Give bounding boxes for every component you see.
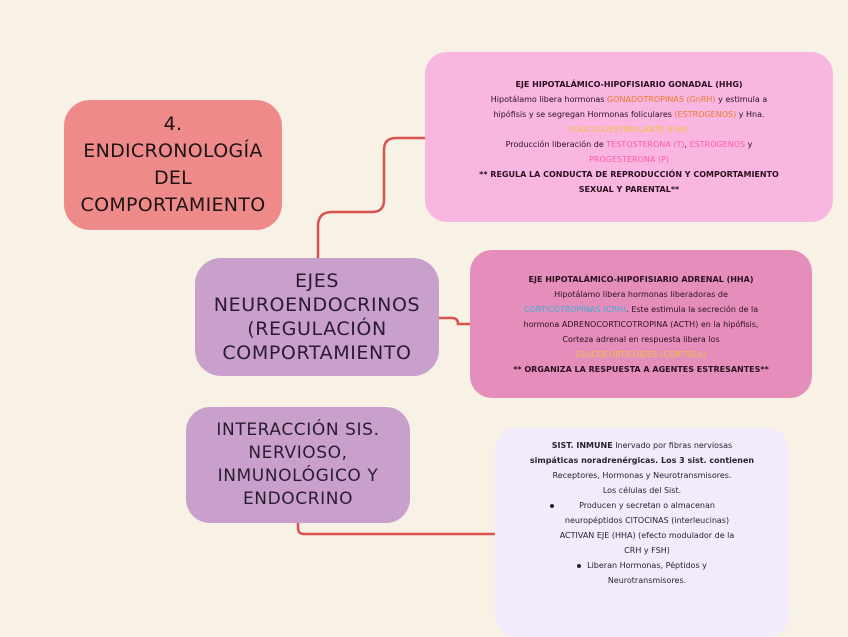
hhg-l5c: , bbox=[684, 140, 690, 149]
hhg-line-6: PROGESTERONA (P) bbox=[589, 155, 669, 164]
hha-box bbox=[470, 250, 812, 398]
hha-line-5: Corteza adrenal en respuesta libera los bbox=[562, 334, 720, 344]
ejes-line-1: EJES bbox=[294, 270, 340, 292]
inter-box-line-1 bbox=[552, 438, 732, 453]
hhg-line-4: FOLICULOESTIMULANTE (FSH) bbox=[568, 125, 690, 134]
hhg-line-5 bbox=[506, 137, 753, 152]
hhg-l2c: y estimula a bbox=[715, 95, 768, 104]
bullet-1-line-2: neuropéptidos CITOCINAS (interleucinas) bbox=[564, 516, 730, 525]
hhg-line-2 bbox=[491, 92, 767, 107]
hhg-l5e: y bbox=[745, 140, 753, 149]
title-line-1: 4. bbox=[163, 113, 183, 135]
inter-l1a: SIST. INMUNE bbox=[551, 441, 613, 450]
hhg-l5b: TESTOSTERONA (T) bbox=[606, 140, 685, 149]
bullet-dot-icon bbox=[577, 564, 581, 568]
ejes-line-2: NEUROENDOCRINOS bbox=[213, 294, 421, 316]
hhg-heading: EJE HIPOTALÁMICO-HIPOFISIARIO GONADAL (HHG) bbox=[515, 80, 743, 89]
inter-box-line-4: Los células del Sist. bbox=[602, 486, 682, 495]
bullet-2-line-1: Liberan Hormonas, Péptidos y bbox=[587, 561, 707, 570]
inter-box-line-3: Receptores, Hormonas y Neurotransmisores. bbox=[552, 471, 732, 480]
hhg-l3b: (ESTROGENOS) bbox=[674, 110, 737, 119]
ejes-line-3: (REGULACIÓN bbox=[247, 318, 387, 340]
title-node bbox=[64, 100, 282, 230]
hhg-l3c: y Hna. bbox=[736, 110, 765, 119]
inter-line-1: INTERACCIÓN SIS. bbox=[216, 420, 380, 440]
bullet-1-line-3: ACTIVAN EJE (HHA) (efecto modulador de la bbox=[559, 531, 735, 540]
hha-heading: EJE HIPOTALÁMICO-HIPOFISIARIO ADRENAL (HHA) bbox=[528, 274, 754, 284]
bullet-1-line-1: Producen y secretan o almacenan bbox=[579, 501, 715, 510]
bullet-1-text bbox=[560, 498, 735, 558]
hhg-box bbox=[425, 52, 833, 222]
bullet-2-line-2: Neurotransmisores. bbox=[607, 576, 687, 585]
hhg-l3a: hipófisis y se segregan Hormonas foliculares bbox=[493, 110, 675, 119]
hhg-l2b: GONADOTROPINAS (GnRH) bbox=[607, 95, 716, 104]
hhg-line-7: ** REGULA LA CONDUCTA DE REPRODUCCIÓN Y COMPORTAMIENTO bbox=[479, 170, 779, 179]
hhg-line-8: SEXUAL Y PARENTAL** bbox=[578, 185, 680, 194]
connector-ejes-to-hhg bbox=[318, 138, 428, 258]
interaccion-box bbox=[495, 428, 789, 637]
title-line-4: COMPORTAMIENTO bbox=[80, 194, 266, 216]
title-line-3: DEL bbox=[153, 167, 193, 189]
ejes-line-4: COMPORTAMIENTO bbox=[222, 342, 412, 364]
bullet-item-1 bbox=[511, 498, 773, 558]
hha-line-6: GLUCOCORTICOIDES (CORTISOL) bbox=[575, 349, 707, 359]
bullet-2-text bbox=[587, 558, 707, 588]
bullet-dot-icon bbox=[550, 504, 554, 508]
inter-line-4: ENDOCRINO bbox=[242, 489, 354, 509]
hha-line-3 bbox=[524, 302, 758, 317]
hha-l3b: . Este estimula la secreción de la bbox=[626, 304, 759, 314]
inter-l1b: Inervado por fibras nerviosas bbox=[612, 441, 733, 450]
hha-line-2: Hipotálamo libera hormonas liberadoras de bbox=[554, 289, 728, 299]
bullet-item-2 bbox=[511, 558, 773, 588]
connector-ejes-to-hha bbox=[439, 318, 470, 324]
title-line-2: ENDICRONOLOGÍA bbox=[83, 140, 263, 162]
hhg-l2a: Hipotálamo libera hormonas bbox=[490, 95, 608, 104]
inter-box-line-2: simpáticas noradrenérgicas. Los 3 sist. contienen bbox=[529, 456, 755, 465]
hhg-l5d: ESTROGENOS bbox=[689, 140, 746, 149]
ejes-neuroendocrinos-node bbox=[195, 258, 439, 376]
hhg-l5a: Producción liberación de bbox=[505, 140, 607, 149]
interaccion-node bbox=[186, 407, 410, 523]
inter-line-2: NERVIOSO, bbox=[248, 443, 348, 463]
bullet-1-line-4: CRH y FSH) bbox=[624, 546, 670, 555]
inter-line-3: INMUNOLÓGICO Y bbox=[217, 466, 379, 486]
hhg-line-3 bbox=[493, 107, 764, 122]
hha-line-4: hormona ADRENOCORTICOTROPINA (ACTH) en la hipófisis, bbox=[523, 319, 759, 329]
hha-l3a: CORTICOTROPINAS (CRH) bbox=[523, 304, 627, 314]
hha-line-7: ** ORGANIZA LA RESPUESTA A AGENTES ESTRESANTES** bbox=[513, 364, 769, 374]
